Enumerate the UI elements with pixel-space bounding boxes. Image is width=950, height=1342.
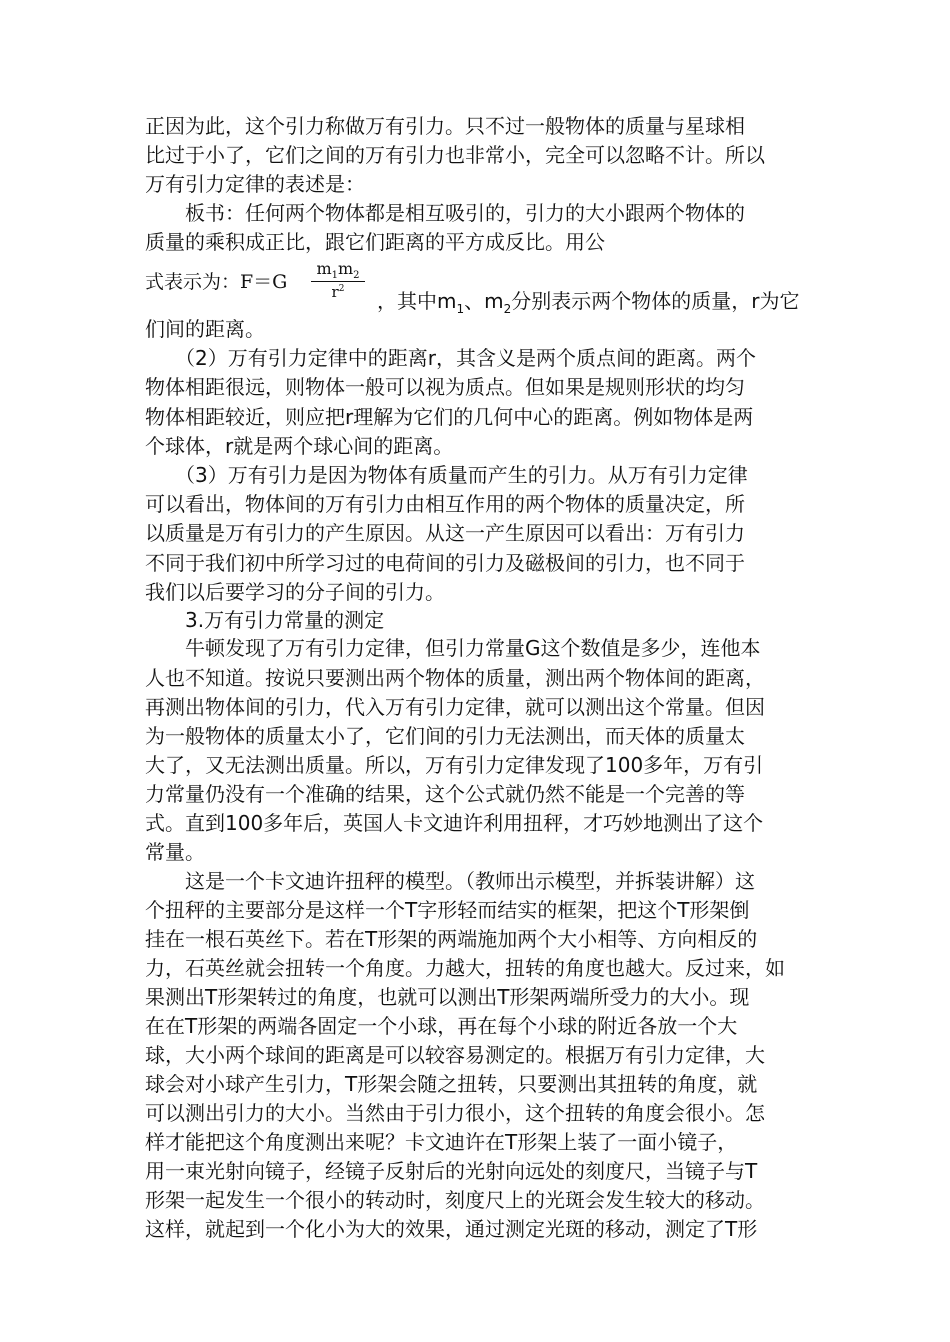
text-line: 力，石英丝就会扭转一个角度。力越大，扭转的角度也越大。反过来，如 [145,956,785,980]
text-line: 们间的距离。 [145,317,265,341]
formula-lead: 式表示为：F＝G [145,271,288,293]
text-line: 正因为此，这个引力称做万有引力。只不过一般物体的质量与星球相 [145,114,745,138]
text-line: 常量。 [145,840,205,864]
text-line: 球会对小球产生引力，T形架会随之扭转，只要测出其扭转的角度，就 [145,1072,758,1096]
text-line: 以质量是万有引力的产生原因。从这一产生原因可以看出：万有引力 [145,521,745,545]
text-line: 大了，又无法测出质量。所以，万有引力定律发现了100多年，万有引 [145,753,764,777]
text-line: 球，大小两个球间的距离是可以较容易测定的。根据万有引力定律，大 [145,1043,765,1067]
formula-denominator: $r^2$ [331,283,345,301]
text-line: 比过于小了，它们之间的万有引力也非常小，完全可以忽略不计。所以 [145,143,765,167]
section-heading: 3.万有引力常量的测定 [145,608,385,632]
text-line: 质量的乘积成正比，跟它们距离的平方成反比。用公 [145,230,605,254]
text-line: 挂在一根石英丝下。若在T形架的两端施加两个大小相等、方向相反的 [145,927,758,951]
text-line: 个扭秤的主要部分是这样一个T字形轻而结实的框架，把这个T形架倒 [145,898,750,922]
text-line: 形架一起发生一个很小的转动时，刻度尺上的光斑会发生较大的移动。 [145,1188,765,1212]
text-line: 在在T形架的两端各固定一个小球，再在每个小球的附近各放一个大 [145,1014,738,1038]
text-line: 万有引力定律的表述是： [145,172,365,196]
text-line: 样才能把这个角度测出来呢？卡文迪许在T形架上装了一面小镜子， [145,1130,738,1154]
text-line: 牛顿发现了万有引力定律，但引力常量G这个数值是多少，连他本 [145,636,761,660]
text-line: 我们以后要学习的分子间的引力。 [145,580,445,604]
fraction-bar [311,281,365,282]
text-line: 不同于我们初中所学习过的电荷间的引力及磁极间的引力，也不同于 [145,551,745,575]
text-line: 物体相距较近，则应把r理解为它们的几何中心的距离。例如物体是两 [145,405,754,429]
text-line: 为一般物体的质量太小了，它们间的引力无法测出，而天体的质量太 [145,724,745,748]
text-line: 这是一个卡文迪许扭秤的模型。（教师出示模型，并拆装讲解）这 [145,869,755,893]
text-line: 可以看出，物体间的万有引力由相互作用的两个物体的质量决定，所 [145,492,745,516]
text-line: 物体相距很远，则物体一般可以视为质点。但如果是规则形状的均匀 [145,375,745,399]
formula-fraction [309,255,367,307]
formula-explanation: ，其中$m_1$、$m_2$分别表示两个物体的质量，r为它 [377,289,800,316]
gravitation-formula-line [145,255,845,315]
text-line: 果测出T形架转过的角度，也就可以测出T形架两端所受力的大小。现 [145,985,750,1009]
text-line: （2）万有引力定律中的距离r，其含义是两个质点间的距离。两个 [145,346,756,370]
text-line: 可以测出引力的大小。当然由于引力很小，这个扭转的角度会很小。怎 [145,1101,765,1125]
text-line: 这样，就起到一个化小为大的效果，通过测定光斑的移动，测定了T形 [145,1217,758,1241]
text-line: 用一束光射向镜子，经镜子反射后的光射向远处的刻度尺，当镜子与T [145,1159,758,1183]
text-line: 个球体，r就是两个球心间的距离。 [145,434,454,458]
text-line: 再测出物体间的引力，代入万有引力定律，就可以测出这个常量。但因 [145,695,765,719]
text-line: 板书：任何两个物体都是相互吸引的，引力的大小跟两个物体的 [145,201,745,225]
text-line: 力常量仍没有一个准确的结果，这个公式就仍然不能是一个完善的等 [145,782,745,806]
formula-numerator: $m_1m_2$ [316,259,360,282]
text-line: 式。直到100多年后，英国人卡文迪许利用扭秤，才巧妙地测出了这个 [145,811,764,835]
text-line: （3）万有引力是因为物体有质量而产生的引力。从万有引力定律 [145,463,748,487]
text-line: 人也不知道。按说只要测出两个物体的质量，测出两个物体间的距离， [145,666,765,690]
